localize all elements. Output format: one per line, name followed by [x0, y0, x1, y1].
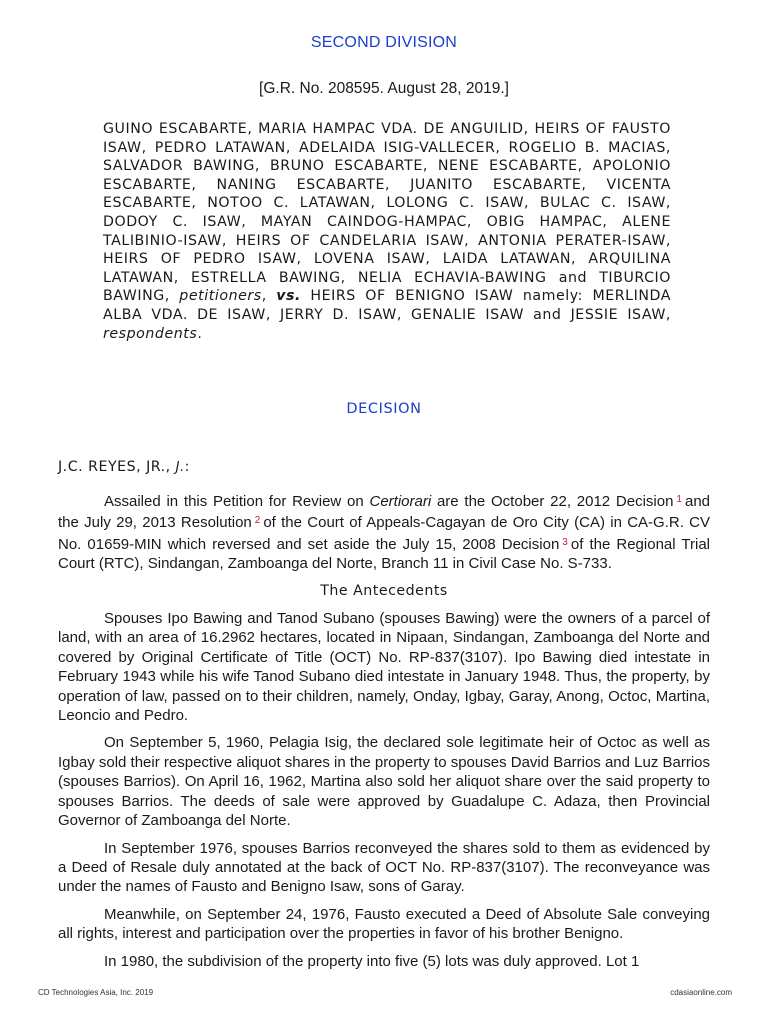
- ponente-title: J.: [175, 460, 185, 475]
- versus-label: vs.: [276, 288, 301, 305]
- caption-separator: ,: [261, 288, 277, 305]
- paragraph-text: and the July 29, 2013 Resolution: [58, 493, 711, 532]
- division-heading: SECOND DIVISION: [310, 34, 458, 51]
- paragraph-6: In 1980, the subdivision of the property into five (5) lots was duly approved. Lot 1: [104, 952, 640, 970]
- footer-site: cdasiaonline.com: [670, 988, 732, 997]
- paragraph-1: [58, 490, 710, 574]
- ponente-line: [58, 459, 190, 475]
- paragraph-text: of the Court of Appeals-Cagayan de Oro City (CA) in CA-G.R. CV No. 01659-MIN which reversed and set aside the July 15, 2008 Decision: [58, 514, 711, 553]
- respondents-names: HEIRS OF BENIGNO ISAW namely: MERLINDA ALBA VDA. DE ISAW, JERRY D. ISAW, GENALIE ISAW and JESSIE ISAW,: [103, 288, 671, 323]
- ponente-colon: :: [184, 459, 190, 475]
- certiorari-term: Certiorari: [369, 493, 432, 510]
- paragraph-2: Spouses Ipo Bawing and Tanod Subano (spouses Bawing) were the owners of a parcel of land, with an area of 16.2962 hectares, located in Nipaan, Sindangan, Zamboanga del Norte and covered by Original Certificate of Title (OCT) No. RP-837(3107). Ipo Bawing died intestate in February 1943 while his wife Tanod Subano died intestate in January 1948. Thus, the property, by operation of law, passed on to their children, namely, Onday, Igbay, Garay, Anong, Octoc, Martina, Leoncio and Pedro.: [58, 610, 710, 725]
- paragraph-text: of the Regional Trial Court (RTC), Sindangan, Zamboanga del Norte, Branch 11 in Civil Case No. S-733.: [58, 535, 711, 573]
- decision-heading: DECISION: [346, 401, 422, 417]
- paragraph-text: Assailed in this Petition for Review on: [104, 493, 364, 510]
- decision-body: [58, 490, 710, 979]
- footer-copyright: CD Technologies Asia, Inc. 2019: [38, 988, 154, 997]
- paragraph-4: In September 1976, spouses Barrios reconveyed the shares sold to them as evidenced by a Deed of Resale duly annotated at the back of OCT No. RP-837(3107). The reconveyance was under the names of Fausto and Benigno Isaw, sons of Garay.: [58, 839, 710, 896]
- petitioners-names: GUINO ESCABARTE, MARIA HAMPAC VDA. DE ANGUILID, HEIRS OF FAUSTO ISAW, PEDRO LATAWAN, ADELAIDA ISIG-VALLECER, ROGELIO B. MACIAS, SALVADOR BAWING, BRUNO ESCABARTE, NENE ESCABARTE, APOLONIO ESCABARTE, NANING ESCABARTE, JUANITO ESCABARTE, VICENTA ESCABARTE, NOTOO C. LATAWAN, LOLONG C. ISAW, BULAC C. ISAW, DODOY C. ISAW, MAYAN CAINDOG-HAMPAC, OBIG HAMPAC, ALENE TALIBINIO-ISAW, HEIRS OF CANDELARIA ISAW, ANTONIA PERATER-ISAW, HEIRS OF PEDRO ISAW, LOVENA ISAW, LAIDA LATAWAN, ARQUILINA LATAWAN, ESTRELLA BAWING, NELIA ECHAVIA-BAWING and TIBURCIO BAWING,: [103, 121, 671, 305]
- paragraph-5: Meanwhile, on September 24, 1976, Fausto executed a Deed of Absolute Sale conveying all rights, interest and participation over the properties in favor of his brother Benigno.: [58, 905, 710, 943]
- case-caption: [103, 120, 671, 343]
- case-number: [G.R. No. 208595. August 28, 2019.]: [259, 80, 509, 97]
- footnote-link-3[interactable]: 3: [562, 536, 568, 548]
- paragraph-3: On September 5, 1960, Pelagia Isig, the declared sole legitimate heir of Octoc as well as Igbay sold their respective aliquot shares in the property to spouses David Barrios and Luz Barrios (spouses Barrios). On April 16, 1962, Martina also sold her aliquot share over the said property to spouses Barrios. The deeds of sale were approved by Guadalupe C. Adaza, then Provincial Governor of Zamboanga del Norte.: [58, 734, 711, 830]
- antecedents-heading: The Antecedents: [320, 582, 448, 599]
- footnote-link-2[interactable]: 2: [254, 515, 261, 527]
- paragraph-text: are the October 22, 2012 Decision: [431, 493, 674, 510]
- caption-end: .: [197, 325, 203, 342]
- footnote-link-1[interactable]: 1: [676, 494, 682, 505]
- petitioners-label: petitioners: [179, 288, 262, 305]
- respondents-label: respondents: [103, 325, 198, 342]
- ponente-name: J.C. REYES, JR.,: [58, 459, 171, 475]
